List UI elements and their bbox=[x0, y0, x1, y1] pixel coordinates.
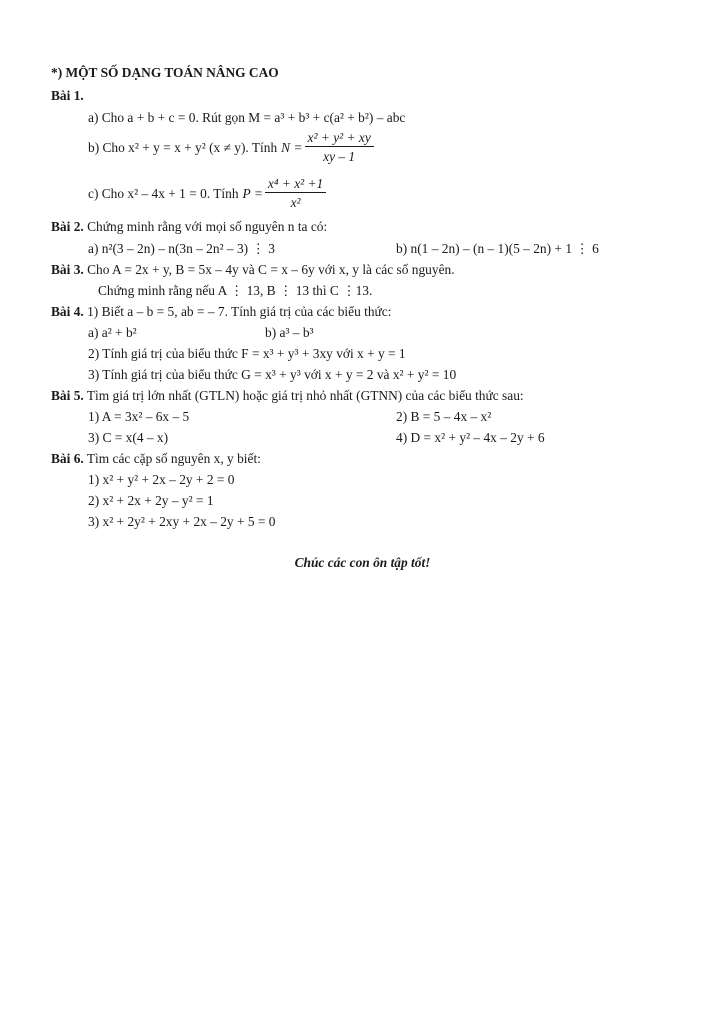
bai5-item-3: 3) C = x(4 – x) bbox=[88, 430, 169, 445]
bai1-fraction-n-numerator: x² + y² + xy bbox=[305, 131, 374, 147]
bai1-fraction-p-numerator: x⁴ + x² +1 bbox=[265, 177, 326, 193]
bai1-part-c-text: c) Cho x² – 4x + 1 = 0. Tính bbox=[88, 185, 239, 201]
closing-message: Chúc các con ôn tập tốt! bbox=[294, 555, 431, 570]
bai1-part-c-lhs: P = bbox=[242, 185, 263, 201]
bai5-text: Tìm giá trị lớn nhất (GTLN) hoặc giá trị nhỏ nhất (GTNN) của các biểu thức sau: bbox=[86, 388, 524, 403]
bai6-text: Tìm các cặp số nguyên x, y biết: bbox=[86, 451, 261, 466]
bai6-item-3: 3) x² + 2y² + 2xy + 2x – 2y + 5 = 0 bbox=[88, 514, 276, 529]
bai6-row bbox=[51, 452, 261, 465]
bai3-row bbox=[51, 263, 455, 276]
bai2-row bbox=[51, 220, 327, 233]
bai4-item-2: 2) Tính giá trị của biểu thức F = x³ + y³ + 3xy với x + y = 1 bbox=[88, 346, 406, 361]
bai2-text: Chứng minh rằng với mọi số nguyên n ta có: bbox=[87, 219, 328, 234]
bai5-label: Bài 5. bbox=[51, 388, 84, 403]
bai5-row bbox=[51, 389, 524, 402]
bai5-item-1: 1) A = 3x² – 6x – 5 bbox=[88, 409, 190, 424]
bai5-item-2: 2) B = 5 – 4x – x² bbox=[396, 409, 492, 424]
bai1-part-b bbox=[88, 131, 374, 164]
bai1-part-b-lhs: N = bbox=[281, 139, 303, 155]
bai1-fraction-p bbox=[265, 177, 326, 210]
bai6-item-2: 2) x² + 2x + 2y – y² = 1 bbox=[88, 493, 214, 508]
bai4-text: 1) Biết a – b = 5, ab = – 7. Tính giá trị của các biểu thức: bbox=[87, 304, 392, 319]
bai6-label: Bài 6. bbox=[51, 451, 84, 466]
bai3-text: Cho A = 2x + y, B = 5x – 4y và C = x – 6y với x, y là các số nguyên. bbox=[87, 262, 455, 277]
bai4-label: Bài 4. bbox=[51, 304, 84, 319]
bai2-label: Bài 2. bbox=[51, 219, 84, 234]
bai6-item-1: 1) x² + y² + 2x – 2y + 2 = 0 bbox=[88, 472, 235, 487]
bai1-part-a: a) Cho a + b + c = 0. Rút gọn M = a³ + b³ + c(a² + b²) – abc bbox=[88, 110, 406, 125]
page-heading: *) MỘT SỐ DẠNG TOÁN NÂNG CAO bbox=[51, 65, 279, 80]
bai2-part-b: b) n(1 – 2n) – (n – 1)(5 – 2n) + 1 ⋮ 6 bbox=[396, 241, 599, 256]
bai4-item-3: 3) Tính giá trị của biểu thức G = x³ + y³ với x + y = 2 và x² + y² = 10 bbox=[88, 367, 457, 382]
bai3-line2: Chứng minh rằng nếu A ⋮ 13, B ⋮ 13 thì C ⋮13. bbox=[98, 283, 373, 298]
bai1-fraction-n-denominator: xy – 1 bbox=[323, 149, 356, 165]
bai4-part-a: a) a² + b² bbox=[88, 325, 137, 340]
bai2-part-a: a) n²(3 – 2n) – n(3n – 2n² – 3) ⋮ 3 bbox=[88, 241, 275, 256]
bai1-label: Bài 1. bbox=[51, 88, 84, 103]
bai5-item-4: 4) D = x² + y² – 4x – 2y + 6 bbox=[396, 430, 545, 445]
bai1-fraction-n bbox=[305, 131, 374, 164]
bai1-fraction-p-denominator: x² bbox=[290, 195, 301, 211]
bai1-part-b-text: b) Cho x² + y = x + y² (x ≠ y). Tính bbox=[88, 139, 278, 155]
bai1-part-c bbox=[88, 177, 326, 210]
bai4-part-b: b) a³ – b³ bbox=[265, 325, 314, 340]
bai4-row bbox=[51, 305, 391, 318]
bai3-label: Bài 3. bbox=[51, 262, 84, 277]
